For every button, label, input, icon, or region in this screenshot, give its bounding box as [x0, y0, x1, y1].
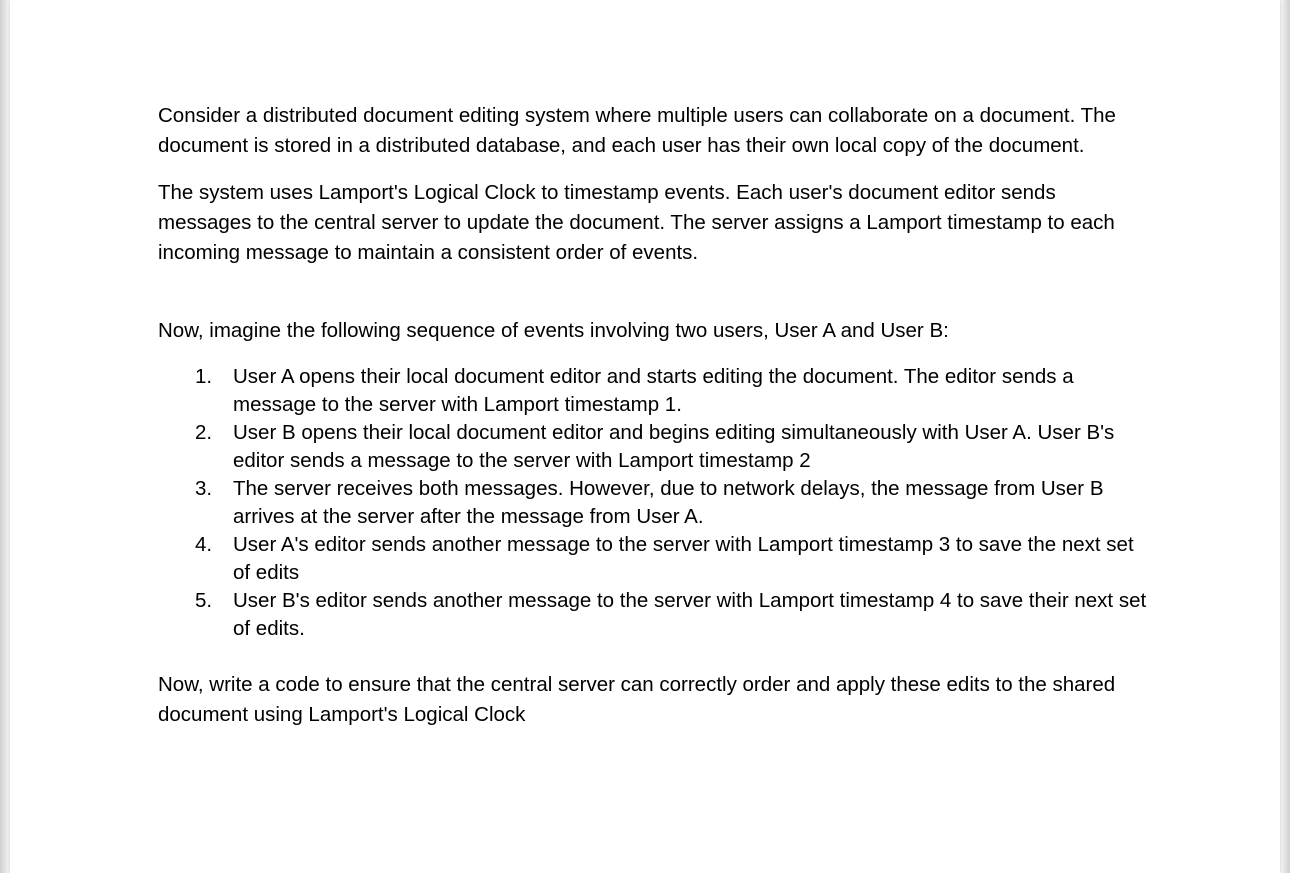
event-sequence-list	[158, 363, 1148, 643]
sequence-intro-paragraph: Now, imagine the following sequence of events involving two users, User A and User B:	[158, 319, 949, 342]
list-item	[158, 419, 1148, 475]
list-item-text: The server receives both messages. However, due to network delays, the message from User B arrives at the server after the message from User A.	[233, 477, 1104, 528]
intro-paragraph: Consider a distributed document editing system where multiple users can collaborate on a document. The document is stored in a distributed database, and each user has their own local copy of the document.	[158, 104, 1116, 157]
list-item-text: User A's editor sends another message to the server with Lamport timestamp 3 to save the next set of edits	[233, 533, 1134, 584]
closing-paragraph: Now, write a code to ensure that the central server can correctly order and apply these edits to the shared document using Lamport's Logical Clock	[158, 673, 1116, 726]
list-item-number: 2.	[195, 421, 213, 444]
list-item-text: User B's editor sends another message to the server with Lamport timestamp 4 to save their next set of edits.	[233, 589, 1147, 640]
list-item-text: User A opens their local document editor and starts editing the document. The editor sends a message to the server with Lamport timestamp 1.	[233, 365, 1074, 416]
list-item-number: 3.	[195, 477, 213, 500]
lamport-clock-paragraph: The system uses Lamport's Logical Clock to timestamp events. Each user's document editor sends messages to the central server to update the document. The server assigns a Lamport timestamp to each incoming message to maintain a consistent order of events.	[158, 181, 1115, 264]
document-page	[10, 0, 1280, 873]
list-item	[158, 531, 1148, 587]
list-item	[158, 363, 1148, 419]
list-item-number: 1.	[195, 365, 213, 388]
list-item	[158, 587, 1148, 643]
list-item	[158, 475, 1148, 531]
document-body	[158, 101, 1148, 730]
list-item-number: 5.	[195, 589, 213, 612]
list-item-number: 4.	[195, 533, 213, 556]
list-item-text: User B opens their local document editor and begins editing simultaneously with User A. User B's editor sends a message to the server with Lamport timestamp 2	[233, 421, 1115, 472]
